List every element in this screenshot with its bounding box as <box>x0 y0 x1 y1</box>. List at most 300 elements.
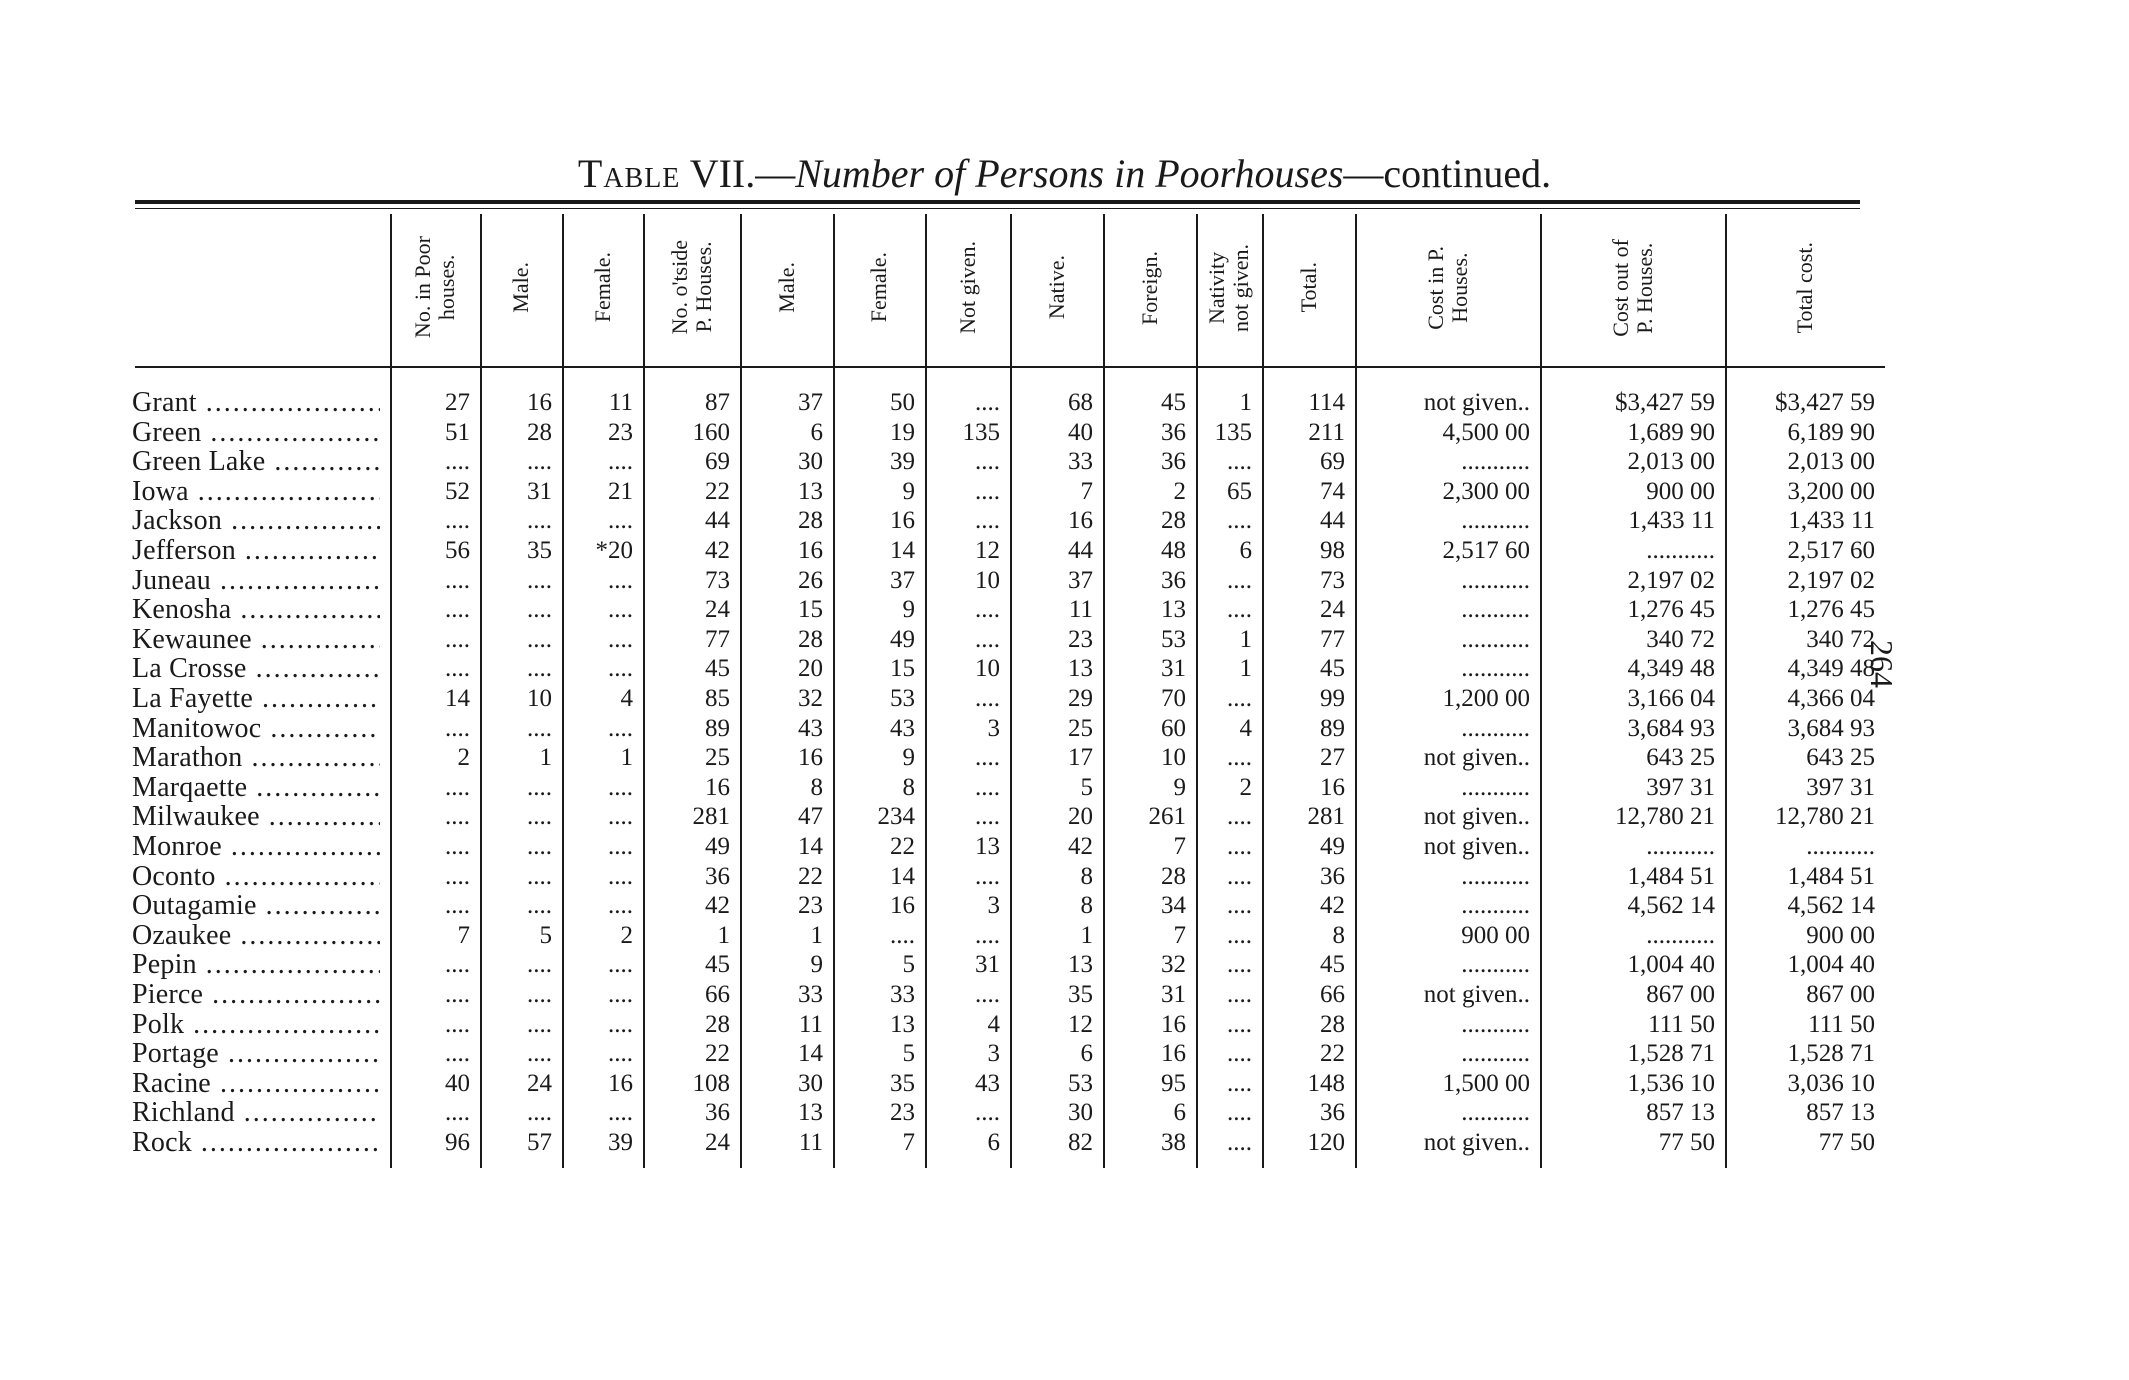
column-divider <box>1103 214 1105 1168</box>
cell-cost_out: 111 50 <box>1648 1010 1715 1038</box>
cell-total: 74 <box>1320 477 1345 505</box>
cell-cost_in: not given.. <box>1423 981 1530 1008</box>
cell-nat_not_given: .... <box>1227 596 1252 624</box>
cell-male1: .... <box>527 448 552 476</box>
cell-not_given: .... <box>975 477 1000 505</box>
cell-male2: 9 <box>810 951 823 979</box>
cell-male1: .... <box>527 951 552 979</box>
cell-male1: 57 <box>527 1129 552 1156</box>
header-bottom-rule <box>135 366 1885 368</box>
cell-in_poor: 52 <box>445 477 470 505</box>
cell-nat_not_given: 1 <box>1239 625 1252 653</box>
cell-in_poor: .... <box>445 951 470 979</box>
county-name: Marqaette ..... <box>132 773 380 803</box>
column-divider <box>1196 214 1198 1168</box>
cell-male2: 33 <box>798 981 823 1008</box>
cell-outside: 66 <box>705 981 730 1008</box>
cell-total_cost: 77 50 <box>1818 1129 1875 1156</box>
cell-female2: 37 <box>890 566 915 594</box>
cell-female2: 5 <box>902 951 915 979</box>
cell-native: 17 <box>1068 744 1093 772</box>
county-name: Racine ..... <box>132 1069 380 1099</box>
county-name: Jackson ..... <box>132 506 380 536</box>
title-prefix: Table <box>577 151 681 196</box>
cell-foreign: 36 <box>1161 418 1186 446</box>
cell-native: 35 <box>1068 981 1093 1008</box>
cell-cost_in: 2,517 60 <box>1442 537 1530 564</box>
cell-foreign: 32 <box>1161 951 1186 979</box>
cell-male1: 35 <box>527 537 552 564</box>
cell-nat_not_given: .... <box>1227 1129 1252 1156</box>
cell-male2: 28 <box>798 625 823 653</box>
cell-female1: .... <box>608 566 633 594</box>
cell-nat_not_given: .... <box>1227 833 1252 860</box>
county-name: Monroe ..... <box>132 832 380 862</box>
cell-native: 11 <box>1068 596 1093 624</box>
cell-foreign: 31 <box>1161 655 1186 683</box>
cell-foreign: 7 <box>1173 921 1186 949</box>
cell-male2: 1 <box>810 921 823 949</box>
cell-male2: 30 <box>798 1069 823 1097</box>
county-name: La Fayette ..... <box>132 684 380 714</box>
cell-female2: 35 <box>890 1069 915 1097</box>
cell-outside: 87 <box>705 389 730 416</box>
cell-cost_in: ........... <box>1461 892 1530 920</box>
cell-total_cost: 643 25 <box>1806 744 1875 772</box>
column-divider <box>1725 214 1727 1168</box>
column-header-label: Cost in P. Houses. <box>1422 245 1472 330</box>
cell-female2: 15 <box>890 655 915 683</box>
county-name: Polk ..... <box>132 1010 380 1040</box>
cell-cost_out: 857 13 <box>1646 1099 1715 1127</box>
cell-native: 30 <box>1068 1099 1093 1127</box>
cell-total_cost: 2,013 00 <box>1787 448 1875 476</box>
cell-female2: 43 <box>890 714 915 742</box>
cell-male1: 28 <box>527 418 552 446</box>
cell-total: 27 <box>1320 744 1345 772</box>
cell-nat_not_given: .... <box>1227 744 1252 772</box>
column-header-nat_not_given <box>1196 210 1262 365</box>
cell-male2: 20 <box>798 655 823 683</box>
cell-female2: 14 <box>890 537 915 564</box>
cell-total: 44 <box>1320 507 1345 535</box>
cell-native: 44 <box>1068 537 1093 564</box>
cell-male2: 30 <box>798 448 823 476</box>
cell-female2: 39 <box>890 448 915 476</box>
column-header-label: Male. <box>773 262 799 313</box>
cell-outside: 36 <box>705 1099 730 1127</box>
cell-male1: .... <box>527 1010 552 1038</box>
cell-cost_in: not given.. <box>1423 833 1530 860</box>
county-name: Outagamie ..... <box>132 891 380 921</box>
cell-native: 82 <box>1068 1129 1093 1156</box>
cell-nat_not_given: .... <box>1227 448 1252 476</box>
cell-male2: 16 <box>798 744 823 772</box>
cell-cost_out: ........... <box>1646 537 1715 564</box>
cell-total: 42 <box>1320 892 1345 920</box>
column-header-cost_in <box>1355 210 1540 365</box>
column-header-label: Male. <box>508 262 533 313</box>
cell-in_poor: .... <box>445 1040 470 1068</box>
cell-nat_not_given: .... <box>1227 1010 1252 1038</box>
cell-native: 8 <box>1080 892 1093 920</box>
cell-outside: 44 <box>705 507 730 535</box>
cell-male1: .... <box>527 862 552 890</box>
cell-cost_in: ........... <box>1461 1099 1530 1127</box>
cell-nat_not_given: .... <box>1227 862 1252 890</box>
cell-in_poor: .... <box>445 862 470 890</box>
cell-cost_out: 2,197 02 <box>1627 566 1715 594</box>
cell-foreign: 9 <box>1173 773 1186 801</box>
cell-in_poor: .... <box>445 833 470 860</box>
cell-outside: 24 <box>705 596 730 624</box>
cell-total: 36 <box>1320 1099 1345 1127</box>
top-rule-thin <box>135 208 1860 209</box>
cell-cost_in: ........... <box>1461 773 1530 801</box>
cell-not_given: .... <box>975 625 1000 653</box>
cell-cost_in: ........... <box>1461 1040 1530 1068</box>
cell-in_poor: .... <box>445 981 470 1008</box>
cell-female1: 2 <box>620 921 633 949</box>
cell-cost_out: 340 72 <box>1646 625 1715 653</box>
cell-foreign: 16 <box>1161 1010 1186 1038</box>
cell-outside: 28 <box>705 1010 730 1038</box>
cell-in_poor: .... <box>445 625 470 653</box>
cell-cost_in: not given.. <box>1423 744 1530 772</box>
cell-total_cost: 2,517 60 <box>1787 537 1875 564</box>
column-header-label: Female. <box>589 252 615 323</box>
cell-total: 36 <box>1320 862 1345 890</box>
cell-outside: 1 <box>717 921 730 949</box>
cell-male2: 6 <box>810 418 823 446</box>
cell-female1: .... <box>608 951 633 979</box>
cell-in_poor: 7 <box>457 921 470 949</box>
cell-male1: .... <box>527 714 552 742</box>
cell-cost_out: 1,528 71 <box>1627 1040 1715 1068</box>
cell-male2: 26 <box>798 566 823 594</box>
cell-total_cost: 1,433 11 <box>1788 507 1875 535</box>
cell-female2: 9 <box>902 744 915 772</box>
cell-outside: 49 <box>705 833 730 860</box>
cell-native: 23 <box>1068 625 1093 653</box>
cell-cost_out: 397 31 <box>1646 773 1715 801</box>
county-name: Pierce ..... <box>132 980 380 1010</box>
cell-female2: .... <box>890 921 915 949</box>
cell-foreign: 95 <box>1161 1069 1186 1097</box>
cell-female2: 8 <box>902 773 915 801</box>
county-name: Portage ..... <box>132 1039 380 1069</box>
cell-nat_not_given: .... <box>1227 566 1252 594</box>
cell-not_given: .... <box>975 981 1000 1008</box>
cell-native: 25 <box>1068 714 1093 742</box>
page-number: 264 <box>1864 640 1900 688</box>
column-header-outside <box>643 210 740 365</box>
cell-female1: 39 <box>608 1129 633 1156</box>
cell-cost_in: 1,200 00 <box>1442 685 1530 712</box>
county-name: Green Lake ..... <box>132 447 380 477</box>
cell-cost_out: 2,013 00 <box>1627 448 1715 476</box>
cell-female2: 19 <box>890 418 915 446</box>
cell-in_poor: .... <box>445 596 470 624</box>
cell-female1: .... <box>608 714 633 742</box>
cell-female1: .... <box>608 507 633 535</box>
cell-not_given: .... <box>975 1099 1000 1127</box>
cell-not_given: 12 <box>975 537 1000 564</box>
cell-female1: .... <box>608 981 633 1008</box>
cell-total: 45 <box>1320 655 1345 683</box>
cell-female1: .... <box>608 892 633 920</box>
cell-total: 24 <box>1320 596 1345 624</box>
cell-male1: .... <box>527 1040 552 1068</box>
cell-in_poor: .... <box>445 448 470 476</box>
county-name: Oconto ..... <box>132 862 380 892</box>
column-divider <box>643 214 645 1168</box>
column-divider <box>1540 214 1542 1168</box>
cell-male2: 28 <box>798 507 823 535</box>
cell-in_poor: .... <box>445 655 470 683</box>
cell-not_given: .... <box>975 507 1000 535</box>
cell-nat_not_given: .... <box>1227 507 1252 535</box>
cell-male2: 43 <box>798 714 823 742</box>
cell-male1: 10 <box>527 685 552 712</box>
cell-outside: 108 <box>692 1069 730 1097</box>
cell-male1: 31 <box>527 477 552 505</box>
cell-native: 8 <box>1080 862 1093 890</box>
cell-total_cost: 3,036 10 <box>1787 1069 1875 1097</box>
cell-not_given: 13 <box>975 833 1000 860</box>
cell-male1: .... <box>527 833 552 860</box>
cell-cost_in: ........... <box>1461 625 1530 653</box>
cell-total: 66 <box>1320 981 1345 1008</box>
cell-nat_not_given: 1 <box>1239 655 1252 683</box>
cell-male1: .... <box>527 892 552 920</box>
cell-total: 16 <box>1320 773 1345 801</box>
cell-native: 53 <box>1068 1069 1093 1097</box>
cell-total_cost: 867 00 <box>1806 981 1875 1008</box>
cell-not_given: 10 <box>975 655 1000 683</box>
column-divider <box>562 214 564 1168</box>
cell-foreign: 34 <box>1161 892 1186 920</box>
cell-male2: 11 <box>798 1010 823 1038</box>
cell-female1: .... <box>608 1040 633 1068</box>
cell-not_given: .... <box>975 389 1000 416</box>
cell-not_given: 31 <box>975 951 1000 979</box>
county-name: Grant ..... <box>132 388 380 418</box>
county-name: Marathon ..... <box>132 743 380 773</box>
cell-foreign: 10 <box>1161 744 1186 772</box>
cell-female1: 21 <box>608 477 633 505</box>
cell-male2: 22 <box>798 862 823 890</box>
cell-female1: .... <box>608 625 633 653</box>
cell-not_given: 3 <box>987 892 1000 920</box>
cell-total: 45 <box>1320 951 1345 979</box>
cell-native: 13 <box>1068 951 1093 979</box>
column-header-total <box>1262 210 1355 365</box>
cell-not_given: 3 <box>987 1040 1000 1068</box>
cell-native: 68 <box>1068 389 1093 416</box>
cell-not_given: .... <box>975 921 1000 949</box>
cell-in_poor: .... <box>445 803 470 831</box>
cell-nat_not_given: .... <box>1227 951 1252 979</box>
column-header-label: Total. <box>1295 262 1321 313</box>
cell-total: 114 <box>1308 389 1345 416</box>
cell-foreign: 36 <box>1161 566 1186 594</box>
cell-female1: 4 <box>620 685 633 712</box>
title-italic: Number of Persons in Poorhouses <box>795 151 1344 196</box>
cell-female1: .... <box>608 862 633 890</box>
cell-female2: 13 <box>890 1010 915 1038</box>
cell-outside: 22 <box>705 1040 730 1068</box>
column-header-label: Not given. <box>954 241 980 334</box>
cell-cost_out: 4,562 14 <box>1627 892 1715 920</box>
cell-in_poor: .... <box>445 714 470 742</box>
cell-total: 99 <box>1320 685 1345 712</box>
title-numeral: VII.— <box>689 151 796 196</box>
cell-not_given: .... <box>975 448 1000 476</box>
cell-cost_in: ........... <box>1461 448 1530 476</box>
column-header-in_poor <box>390 210 480 365</box>
cell-male2: 23 <box>798 892 823 920</box>
cell-male1: .... <box>527 773 552 801</box>
cell-female2: 23 <box>890 1099 915 1127</box>
cell-foreign: 16 <box>1161 1040 1186 1068</box>
cell-foreign: 53 <box>1161 625 1186 653</box>
cell-foreign: 28 <box>1161 507 1186 535</box>
cell-total_cost: 111 50 <box>1808 1010 1875 1038</box>
cell-native: 7 <box>1080 477 1093 505</box>
cell-not_given: 3 <box>987 714 1000 742</box>
top-rule-thick <box>135 200 1860 204</box>
cell-nat_not_given: .... <box>1227 981 1252 1008</box>
cell-nat_not_given: .... <box>1227 1069 1252 1097</box>
cell-in_poor: 51 <box>445 418 470 446</box>
cell-cost_out: 1,536 10 <box>1627 1069 1715 1097</box>
county-name: Pepin ..... <box>132 950 380 980</box>
county-name: Ozaukee ..... <box>132 921 380 951</box>
cell-native: 5 <box>1080 773 1093 801</box>
cell-female1: .... <box>608 448 633 476</box>
cell-outside: 160 <box>692 418 730 446</box>
column-header-label: No. in Poor houses. <box>410 236 459 339</box>
cell-cost_out: 1,484 51 <box>1627 862 1715 890</box>
cell-in_poor: .... <box>445 1099 470 1127</box>
county-name: La Crosse ..... <box>132 654 380 684</box>
cell-native: 33 <box>1068 448 1093 476</box>
column-divider <box>833 214 835 1168</box>
cell-native: 13 <box>1068 655 1093 683</box>
cell-in_poor: .... <box>445 507 470 535</box>
county-name: Rock ..... <box>132 1128 380 1158</box>
cell-female2: 5 <box>902 1040 915 1068</box>
cell-total_cost: 397 31 <box>1806 773 1875 801</box>
cell-not_given: 6 <box>987 1129 1000 1156</box>
cell-total_cost: 1,484 51 <box>1787 862 1875 890</box>
cell-male1: 5 <box>539 921 552 949</box>
cell-cost_in: ........... <box>1461 1010 1530 1038</box>
cell-female2: 234 <box>877 803 915 831</box>
cell-foreign: 31 <box>1161 981 1186 1008</box>
cell-male1: .... <box>527 507 552 535</box>
cell-female1: .... <box>608 833 633 860</box>
cell-total: 89 <box>1320 714 1345 742</box>
cell-outside: 45 <box>705 655 730 683</box>
cell-male1: 16 <box>527 389 552 416</box>
cell-male1: .... <box>527 566 552 594</box>
cell-female2: 33 <box>890 981 915 1008</box>
cell-not_given: .... <box>975 744 1000 772</box>
cell-total_cost: 340 72 <box>1806 625 1875 653</box>
cell-female2: 50 <box>890 389 915 416</box>
cell-outside: 36 <box>705 862 730 890</box>
cell-nat_not_given: .... <box>1227 1099 1252 1127</box>
cell-total: 69 <box>1320 448 1345 476</box>
cell-nat_not_given: 6 <box>1239 537 1252 564</box>
column-divider <box>740 214 742 1168</box>
cell-outside: 22 <box>705 477 730 505</box>
cell-total_cost: $3,427 59 <box>1775 389 1875 416</box>
cell-nat_not_given: 1 <box>1239 389 1252 416</box>
cell-female2: 53 <box>890 685 915 712</box>
county-name: Jefferson ..... <box>132 536 380 566</box>
cell-native: 37 <box>1068 566 1093 594</box>
cell-outside: 85 <box>705 685 730 712</box>
cell-cost_out: 12,780 21 <box>1615 803 1715 831</box>
column-divider <box>1010 214 1012 1168</box>
cell-native: 6 <box>1080 1040 1093 1068</box>
county-name: Milwaukee ..... <box>132 802 380 832</box>
column-header-male1 <box>480 210 562 365</box>
cell-male1: .... <box>527 1099 552 1127</box>
cell-not_given: 4 <box>987 1010 1000 1038</box>
cell-male2: 14 <box>798 1040 823 1068</box>
cell-outside: 89 <box>705 714 730 742</box>
cell-cost_in: 1,500 00 <box>1442 1069 1530 1097</box>
cell-cost_out: $3,427 59 <box>1615 389 1715 416</box>
column-header-foreign <box>1103 210 1196 365</box>
cell-cost_in: ........... <box>1461 714 1530 742</box>
cell-nat_not_given: 65 <box>1227 477 1252 505</box>
cell-native: 16 <box>1068 507 1093 535</box>
column-divider <box>1262 214 1264 1168</box>
cell-cost_out: 4,349 48 <box>1627 655 1715 683</box>
county-name: Kenosha ..... <box>132 595 380 625</box>
cell-foreign: 70 <box>1161 685 1186 712</box>
cell-male1: 24 <box>527 1069 552 1097</box>
column-divider <box>925 214 927 1168</box>
cell-male1: .... <box>527 596 552 624</box>
cell-in_poor: .... <box>445 892 470 920</box>
cell-outside: 42 <box>705 892 730 920</box>
cell-male2: 37 <box>798 389 823 416</box>
cell-total: 120 <box>1307 1129 1345 1156</box>
cell-female1: .... <box>608 655 633 683</box>
cell-female2: 16 <box>890 892 915 920</box>
cell-total: 49 <box>1320 833 1345 860</box>
cell-cost_in: ........... <box>1461 507 1530 535</box>
cell-cost_in: not given.. <box>1423 803 1530 831</box>
cell-total_cost: 12,780 21 <box>1775 803 1875 831</box>
cell-native: 1 <box>1080 921 1093 949</box>
column-header-label: No. o'tside P. Houses. <box>666 240 716 335</box>
cell-total: 73 <box>1320 566 1345 594</box>
cell-total: 148 <box>1307 1069 1345 1097</box>
cell-nat_not_given: .... <box>1227 803 1252 831</box>
cell-cost_out: 643 25 <box>1646 744 1715 772</box>
cell-cost_out: 867 00 <box>1646 981 1715 1008</box>
county-name: Manitowoc ..... <box>132 714 380 744</box>
cell-total: 22 <box>1320 1040 1345 1068</box>
cell-not_given: .... <box>975 862 1000 890</box>
